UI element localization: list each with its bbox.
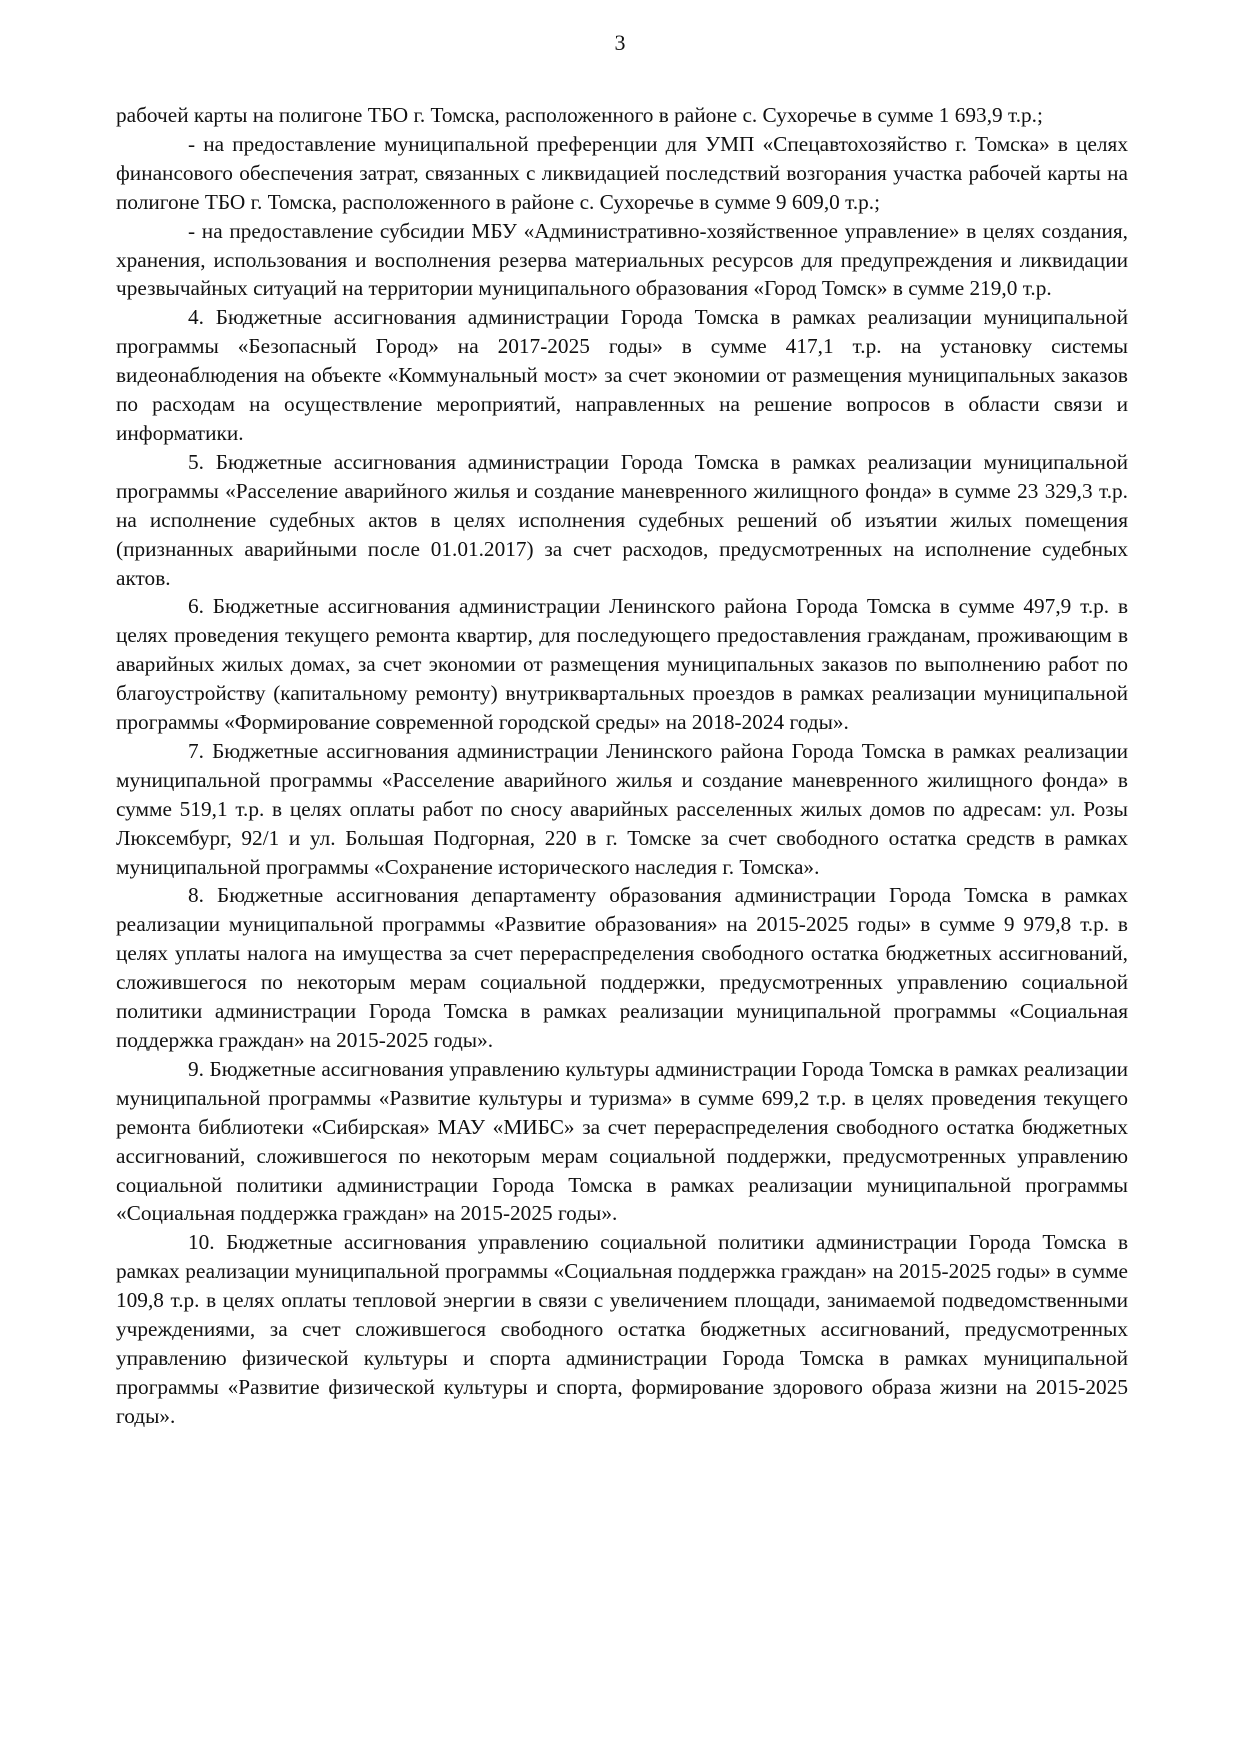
page-number: 3: [614, 30, 626, 55]
paragraph-item-6: 6. Бюджетные ассигнования администрации Ленинского района Города Томска в сумме 497,9 т.р. в целях проведения текущего ремонта квартир, для последующего предоставления гражданам, проживающим в аварийных жилых домах, за счет экономии от размещения муниципальных заказов по выполнению работ по благоустройству (капитальному ремонту) внутриквартальных проездов в рамках реализации муниципальной программы «Формирование современной городской среды» на 2018-2024 годы».: [116, 594, 1128, 735]
document-body: [116, 101, 1128, 1431]
paragraph-item-5: 5. Бюджетные ассигнования администрации Города Томска в рамках реализации муниципальной программы «Расселение аварийного жилья и создание маневренного жилищного фонда» в сумме 23 329,3 т.р. на исполнение судебных актов в целях исполнения судебных решений об изъятии жилых помещения (признанных аварийными после 01.01.2017) за счет расходов, предусмотренных на исполнение судебных актов.: [116, 449, 1128, 590]
paragraph-continuation: рабочей карты на полигоне ТБО г. Томска, расположенного в районе с. Сухоречье в сумме 1 693,9 т.р.;: [116, 103, 1043, 127]
paragraph-bullet-preference: - на предоставление муниципальной преференции для УМП «Спецавтохозяйство г. Томска» в целях финансового обеспечения затрат, связанных с ликвидацией последствий возгорания участка рабочей карты на полигоне ТБО г. Томска, расположенного в районе с. Сухоречье в сумме 9 609,0 т.р.;: [116, 131, 1128, 214]
paragraph-item-7: 7. Бюджетные ассигнования администрации Ленинского района Города Томска в рамках реализации муниципальной программы «Расселение аварийного жилья и создание маневренного жилищного фонда» в сумме 519,1 т.р. в целях оплаты работ по сносу аварийных расселенных жилых домов по адресам: ул. Розы Люксембург, 92/1 и ул. Большая Подгорная, 220 в г. Томске за счет свободного остатка средств в рамках муниципальной программы «Сохранение исторического наследия г. Томска».: [116, 738, 1128, 879]
paragraph-bullet-subsidy: - на предоставление субсидии МБУ «Административно-хозяйственное управление» в целях создания, хранения, использования и восполнения резерва материальных ресурсов для предупреждения и ликвидации чрезвычайных ситуаций на территории муниципального образования «Город Томск» в сумме 219,0 т.р.: [116, 218, 1128, 301]
paragraph-item-8: 8. Бюджетные ассигнования департаменту образования администрации Города Томска в рамках реализации муниципальной программы «Развитие образования» на 2015-2025 годы» в сумме 9 979,8 т.р. в целях уплаты налога на имущества за счет перераспределения свободного остатка бюджетных ассигнований, сложившегося по некоторым мерам социальной поддержки, предусмотренных управлению социальной политики администрации Города Томска в рамках реализации муниципальной программы «Социальная поддержка граждан» на 2015-2025 годы».: [116, 883, 1128, 1052]
paragraph-item-10: 10. Бюджетные ассигнования управлению социальной политики администрации Города Томска в рамках реализации муниципальной программы «Социальная поддержка граждан» на 2015-2025 годы» в сумме 109,8 т.р. в целях оплаты тепловой энергии в связи с увеличением площади, занимаемой подведомственными учреждениями, за счет сложившегося свободного остатка бюджетных ассигнований, предусмотренных управлению физической культуры и спорта администрации Города Томска в рамках муниципальной программы «Развитие физической культуры и спорта, формирование здорового образа жизни на 2015-2025 годы».: [116, 1230, 1128, 1428]
paragraph-item-9: 9. Бюджетные ассигнования управлению культуры администрации Города Томска в рамках реализации муниципальной программы «Развитие культуры и туризма» в сумме 699,2 т.р. в целях проведения текущего ремонта библиотеки «Сибирская» МАУ «МИБС» за счет перераспределения свободного остатка бюджетных ассигнований, сложившегося по некоторым мерам социальной поддержки, предусмотренных управлению социальной политики администрации Города Томска в рамках реализации муниципальной программы «Социальная поддержка граждан» на 2015-2025 годы».: [116, 1056, 1128, 1226]
paragraph-item-4: 4. Бюджетные ассигнования администрации Города Томска в рамках реализации муниципальной программы «Безопасный Город» на 2017-2025 годы» в сумме 417,1 т.р. на установку системы видеонаблюдения на объекте «Коммунальный мост» за счет экономии от размещения муниципальных заказов по расходам на осуществление мероприятий, направленных на решение вопросов в области связи и информатики.: [116, 305, 1128, 445]
